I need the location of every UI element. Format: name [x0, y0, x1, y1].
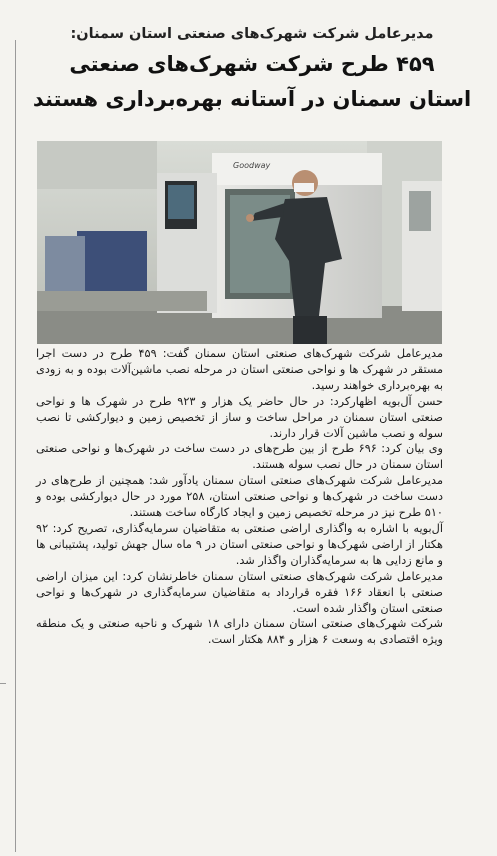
machine-brand: Goodway [233, 161, 271, 170]
article-header [28, 22, 476, 116]
article-kicker: مدیرعامل شرکت شهرک‌های صنعتی استان سمنان: [70, 26, 434, 42]
body-paragraph: شرکت شهرک‌های صنعتی استان سمنان دارای ۱۸ شهرک و ناحیه صنعتی و یک منطقه ویژه اقتصادی به وسعت ۶ هزار و ۸۸۴ هکتار است. [36, 617, 443, 647]
margin-tick [0, 683, 6, 684]
body-paragraph: مدیرعامل شرکت شهرک‌های صنعتی استان سمنان یادآور شد: همچنین از طرح‌های در دست ساخت در شهرک‌ها و نواحی صنعتی استان، ۲۵۸ مورد در حال دیوارکشی بوده و ۵۱۰ طرح نیز در مرحله تخصیص زمین و ایجاد کارگاه ساخت هستند. [36, 474, 443, 520]
body-paragraph: مدیرعامل شرکت شهرک‌های صنعتی استان سمنان گفت: ۴۵۹ طرح در دست اجرا مستقر در شهرک ها و نواحی صنعتی استان در مرحله نصب ماشین‌آلات بوده و به زودی به بهره‌برداری خواهند رسید. [36, 347, 444, 392]
body-paragraph: وی بیان کرد: ۶۹۶ طرح از بین طرح‌های در دست ساخت در شهرک‌ها و نواحی صنعتی استان سمنان در حال نصب سوله هستند. [36, 442, 444, 472]
body-paragraph: حسن آل‌بویه اظهارکرد: در حال حاضر یک هزار و ۹۲۳ طرح در شهرک ها و نواحی صنعتی استان سمنان در مراحل ساخت و ساز از تخصیص زمین و دیوارکشی تا نصب سوله و نصب ماشین آلات قرار دارند. [36, 394, 443, 440]
body-paragraph: مدیرعامل شرکت شهرک‌های صنعتی استان سمنان خاطرنشان کرد: این میزان اراضی صنعتی با انعقاد ۱۶۶ فقره قرارداد به متقاضیان سرمایه‌گذاری در شهرک‌ها و نواحی صنعتی استان واگذار شده است. [36, 569, 443, 615]
article-photo [37, 141, 442, 344]
body-paragraph: آل‌بویه با اشاره به واگذاری اراضی صنعتی به متقاضیان سرمایه‌گذاری، تصریح کرد: ۹۲ هکتار از اراضی شهرک‌ها و نواحی صنعتی استان در ۹ ماه سال جهش تولید، پشتیبانی ها و مانع زدایی ها به سرمایه‌گذاران واگذار شد. [36, 521, 443, 567]
column-rule [15, 40, 16, 852]
article-headline-line-1: ۴۵۹ طرح شرکت شهرک‌های صنعتی [69, 52, 435, 76]
article-body [36, 346, 443, 648]
article-headline-line-2: استان سمنان در آستانه بهره‌برداری هستند [32, 87, 472, 111]
